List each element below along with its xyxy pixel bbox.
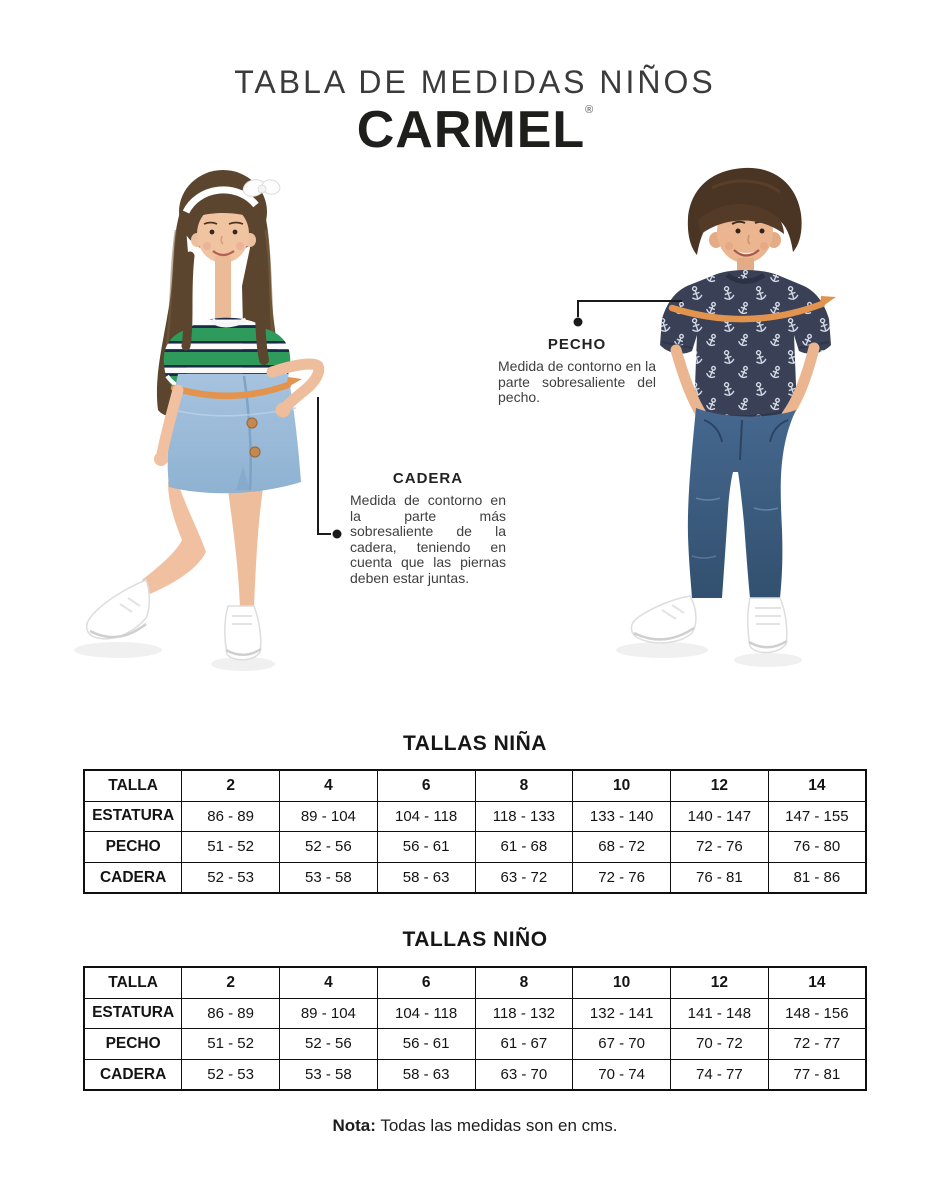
cadera-callout-line	[318, 397, 331, 534]
cell: 52 - 53	[182, 862, 280, 893]
table-header-row	[84, 770, 866, 801]
cell: 58 - 63	[377, 862, 475, 893]
row-label: ESTATURA	[84, 801, 182, 832]
table-row	[84, 1059, 866, 1090]
cell: 104 - 118	[377, 998, 475, 1029]
cell: 53 - 58	[280, 862, 378, 893]
table-row	[84, 998, 866, 1029]
cell: 76 - 80	[768, 832, 866, 863]
pecho-callout-dot	[574, 318, 583, 327]
cell: 104 - 118	[377, 801, 475, 832]
table-row	[84, 862, 866, 893]
table-row	[84, 1029, 866, 1060]
cell: 63 - 72	[475, 862, 573, 893]
cell: 89 - 104	[280, 801, 378, 832]
cell: 56 - 61	[377, 832, 475, 863]
cell: 68 - 72	[573, 832, 671, 863]
cadera-label: CADERA	[392, 470, 464, 487]
cell: 76 - 81	[671, 862, 769, 893]
column-header: TALLA	[84, 967, 182, 998]
column-header: 2	[182, 967, 280, 998]
column-header: 4	[280, 967, 378, 998]
cell: 52 - 56	[280, 1029, 378, 1060]
page-title: TABLA DE MEDIDAS NIÑOS	[234, 64, 716, 100]
pecho-label: PECHO	[547, 336, 607, 353]
cadera-callout-dot	[333, 530, 342, 539]
cell: 141 - 148	[671, 998, 769, 1029]
cell: 63 - 70	[475, 1059, 573, 1090]
registered-trademark-icon: ®	[585, 104, 594, 116]
cell: 58 - 63	[377, 1059, 475, 1090]
cell: 61 - 67	[475, 1029, 573, 1060]
cadera-annotation	[350, 470, 506, 586]
cell: 61 - 68	[475, 832, 573, 863]
table-row	[84, 832, 866, 863]
boys-table-title: TALLAS NIÑO	[402, 928, 548, 951]
table-header-row	[84, 967, 866, 998]
column-header: 8	[475, 967, 573, 998]
cell: 53 - 58	[280, 1059, 378, 1090]
note-label: Nota:	[332, 1116, 376, 1135]
row-label: CADERA	[84, 1059, 182, 1090]
cell: 51 - 52	[182, 832, 280, 863]
column-header: 12	[671, 967, 769, 998]
cell: 52 - 56	[280, 832, 378, 863]
cell: 81 - 86	[768, 862, 866, 893]
cell: 132 - 141	[573, 998, 671, 1029]
cell: 56 - 61	[377, 1029, 475, 1060]
cell: 70 - 72	[671, 1029, 769, 1060]
cell: 118 - 133	[475, 801, 573, 832]
cell: 140 - 147	[671, 801, 769, 832]
cadera-description: Medida de contorno en la parte más sobresaliente de la cadera, teniendo en cuenta que las piernas deben estar juntas.	[350, 492, 506, 586]
cell: 74 - 77	[671, 1059, 769, 1090]
cell: 148 - 156	[768, 998, 866, 1029]
column-header: 2	[182, 770, 280, 801]
column-header: 6	[377, 770, 475, 801]
brand-name: CARMEL	[356, 101, 586, 159]
cell: 77 - 81	[768, 1059, 866, 1090]
row-label: PECHO	[84, 1029, 182, 1060]
cell: 52 - 53	[182, 1059, 280, 1090]
size-table-boys	[83, 966, 867, 1091]
column-header: TALLA	[84, 770, 182, 801]
cell: 51 - 52	[182, 1029, 280, 1060]
note-text: Todas las medidas son en cms.	[380, 1116, 618, 1135]
size-table-girls	[83, 769, 867, 894]
cell: 86 - 89	[182, 998, 280, 1029]
column-header: 8	[475, 770, 573, 801]
cell: 72 - 76	[671, 832, 769, 863]
column-header: 12	[671, 770, 769, 801]
pecho-description: Medida de contorno en la parte sobresaliente del pecho.	[498, 358, 656, 405]
column-header: 10	[573, 770, 671, 801]
cell: 86 - 89	[182, 801, 280, 832]
column-header: 6	[377, 967, 475, 998]
column-header: 14	[768, 967, 866, 998]
table-row	[84, 801, 866, 832]
column-header: 10	[573, 967, 671, 998]
column-header: 4	[280, 770, 378, 801]
girls-table-title: TALLAS NIÑA	[403, 732, 547, 755]
cell: 67 - 70	[573, 1029, 671, 1060]
cell: 133 - 140	[573, 801, 671, 832]
cell: 89 - 104	[280, 998, 378, 1029]
cell: 72 - 76	[573, 862, 671, 893]
row-label: ESTATURA	[84, 998, 182, 1029]
row-label: CADERA	[84, 862, 182, 893]
pecho-callout-line	[578, 301, 682, 317]
column-header: 14	[768, 770, 866, 801]
cell: 70 - 74	[573, 1059, 671, 1090]
cell: 72 - 77	[768, 1029, 866, 1060]
pecho-annotation	[498, 336, 656, 406]
cell: 118 - 132	[475, 998, 573, 1029]
row-label: PECHO	[84, 832, 182, 863]
cell: 147 - 155	[768, 801, 866, 832]
units-note	[0, 1116, 950, 1136]
